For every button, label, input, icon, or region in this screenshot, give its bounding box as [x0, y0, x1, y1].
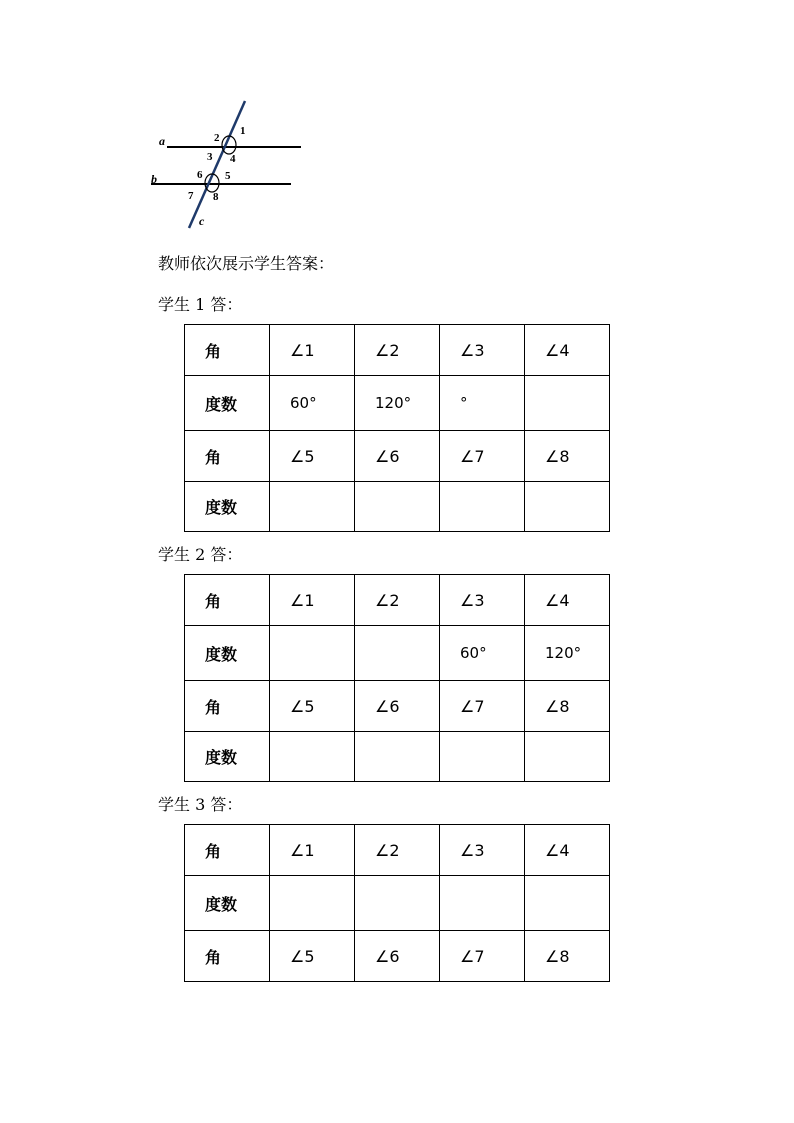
table-row: [185, 732, 610, 782]
table-row: [185, 626, 610, 681]
table-row: [185, 575, 610, 626]
table-cell: [440, 876, 525, 931]
table-cell: ∠5: [270, 681, 355, 732]
table-cell: [355, 732, 440, 782]
table-cell: 度数: [185, 732, 270, 782]
table-cell: [440, 732, 525, 782]
table-cell: ∠4: [525, 325, 610, 376]
table-cell: ∠2: [355, 575, 440, 626]
table-row: [185, 431, 610, 482]
table-cell: ∠5: [270, 931, 355, 982]
table-cell: [270, 876, 355, 931]
table-cell: ∠2: [355, 825, 440, 876]
table-cell: [355, 626, 440, 681]
table-cell: 角: [185, 681, 270, 732]
angle-label-8: 8: [213, 191, 219, 203]
table-cell: ∠4: [525, 825, 610, 876]
table-cell: ∠3: [440, 325, 525, 376]
label-c: c: [199, 214, 205, 228]
table-cell: 度数: [185, 626, 270, 681]
table-cell: ∠6: [355, 681, 440, 732]
table-cell: ∠6: [355, 431, 440, 482]
table-cell: [270, 626, 355, 681]
table-cell: 角: [185, 431, 270, 482]
table-cell: ∠7: [440, 681, 525, 732]
angle-label-1: 1: [240, 125, 246, 137]
student-2-label: 学生 2 答：: [158, 545, 243, 564]
student-1-label: 学生 1 答：: [158, 295, 243, 314]
table-cell: [355, 876, 440, 931]
table-row: [185, 931, 610, 982]
table-cell: 度数: [185, 482, 270, 532]
label-a: a: [159, 134, 165, 148]
table-cell: ∠8: [525, 681, 610, 732]
table-cell: 角: [185, 325, 270, 376]
student-3-label: 学生 3 答：: [158, 795, 243, 814]
table-cell: ∠7: [440, 931, 525, 982]
parallel-lines-figure: [145, 95, 315, 235]
table-cell: [525, 732, 610, 782]
table-row: [185, 825, 610, 876]
table-cell: [525, 482, 610, 532]
table-cell: ∠3: [440, 575, 525, 626]
table-cell: [525, 376, 610, 431]
table-cell: ∠3: [440, 825, 525, 876]
table-row: [185, 376, 610, 431]
table-cell: 角: [185, 575, 270, 626]
table-cell: ∠8: [525, 431, 610, 482]
table-cell: ∠2: [355, 325, 440, 376]
table-cell: ∠1: [270, 325, 355, 376]
student-1-table: [184, 324, 610, 532]
table-cell: [355, 482, 440, 532]
angle-label-4: 4: [230, 153, 236, 165]
table-cell: ∠5: [270, 431, 355, 482]
angle-label-7: 7: [188, 190, 194, 202]
line-c: [189, 101, 245, 228]
table-row: [185, 681, 610, 732]
table-cell: 角: [185, 931, 270, 982]
label-b: b: [151, 172, 157, 186]
table-cell: ∠4: [525, 575, 610, 626]
angle-label-3: 3: [207, 151, 213, 163]
table-cell: °: [440, 376, 525, 431]
angle-label-2: 2: [214, 132, 220, 144]
student-3-table: [184, 824, 610, 982]
table-cell: [525, 876, 610, 931]
table-cell: 120°: [525, 626, 610, 681]
table-cell: ∠7: [440, 431, 525, 482]
angle-label-5: 5: [225, 170, 231, 182]
table-row: [185, 482, 610, 532]
table-cell: ∠8: [525, 931, 610, 982]
intro-text: 教师依次展示学生答案：: [158, 254, 335, 273]
parallel-lines-diagram: [145, 95, 315, 235]
table-cell: 60°: [270, 376, 355, 431]
angle-label-6: 6: [197, 169, 203, 181]
table-row: [185, 325, 610, 376]
table-cell: ∠1: [270, 825, 355, 876]
table-cell: [270, 482, 355, 532]
table-row: [185, 876, 610, 931]
table-cell: 60°: [440, 626, 525, 681]
student-2-table: [184, 574, 610, 782]
table-cell: [440, 482, 525, 532]
table-cell: ∠1: [270, 575, 355, 626]
table-cell: 度数: [185, 876, 270, 931]
table-cell: ∠6: [355, 931, 440, 982]
table-cell: 角: [185, 825, 270, 876]
table-cell: 120°: [355, 376, 440, 431]
table-cell: 度数: [185, 376, 270, 431]
table-cell: [270, 732, 355, 782]
